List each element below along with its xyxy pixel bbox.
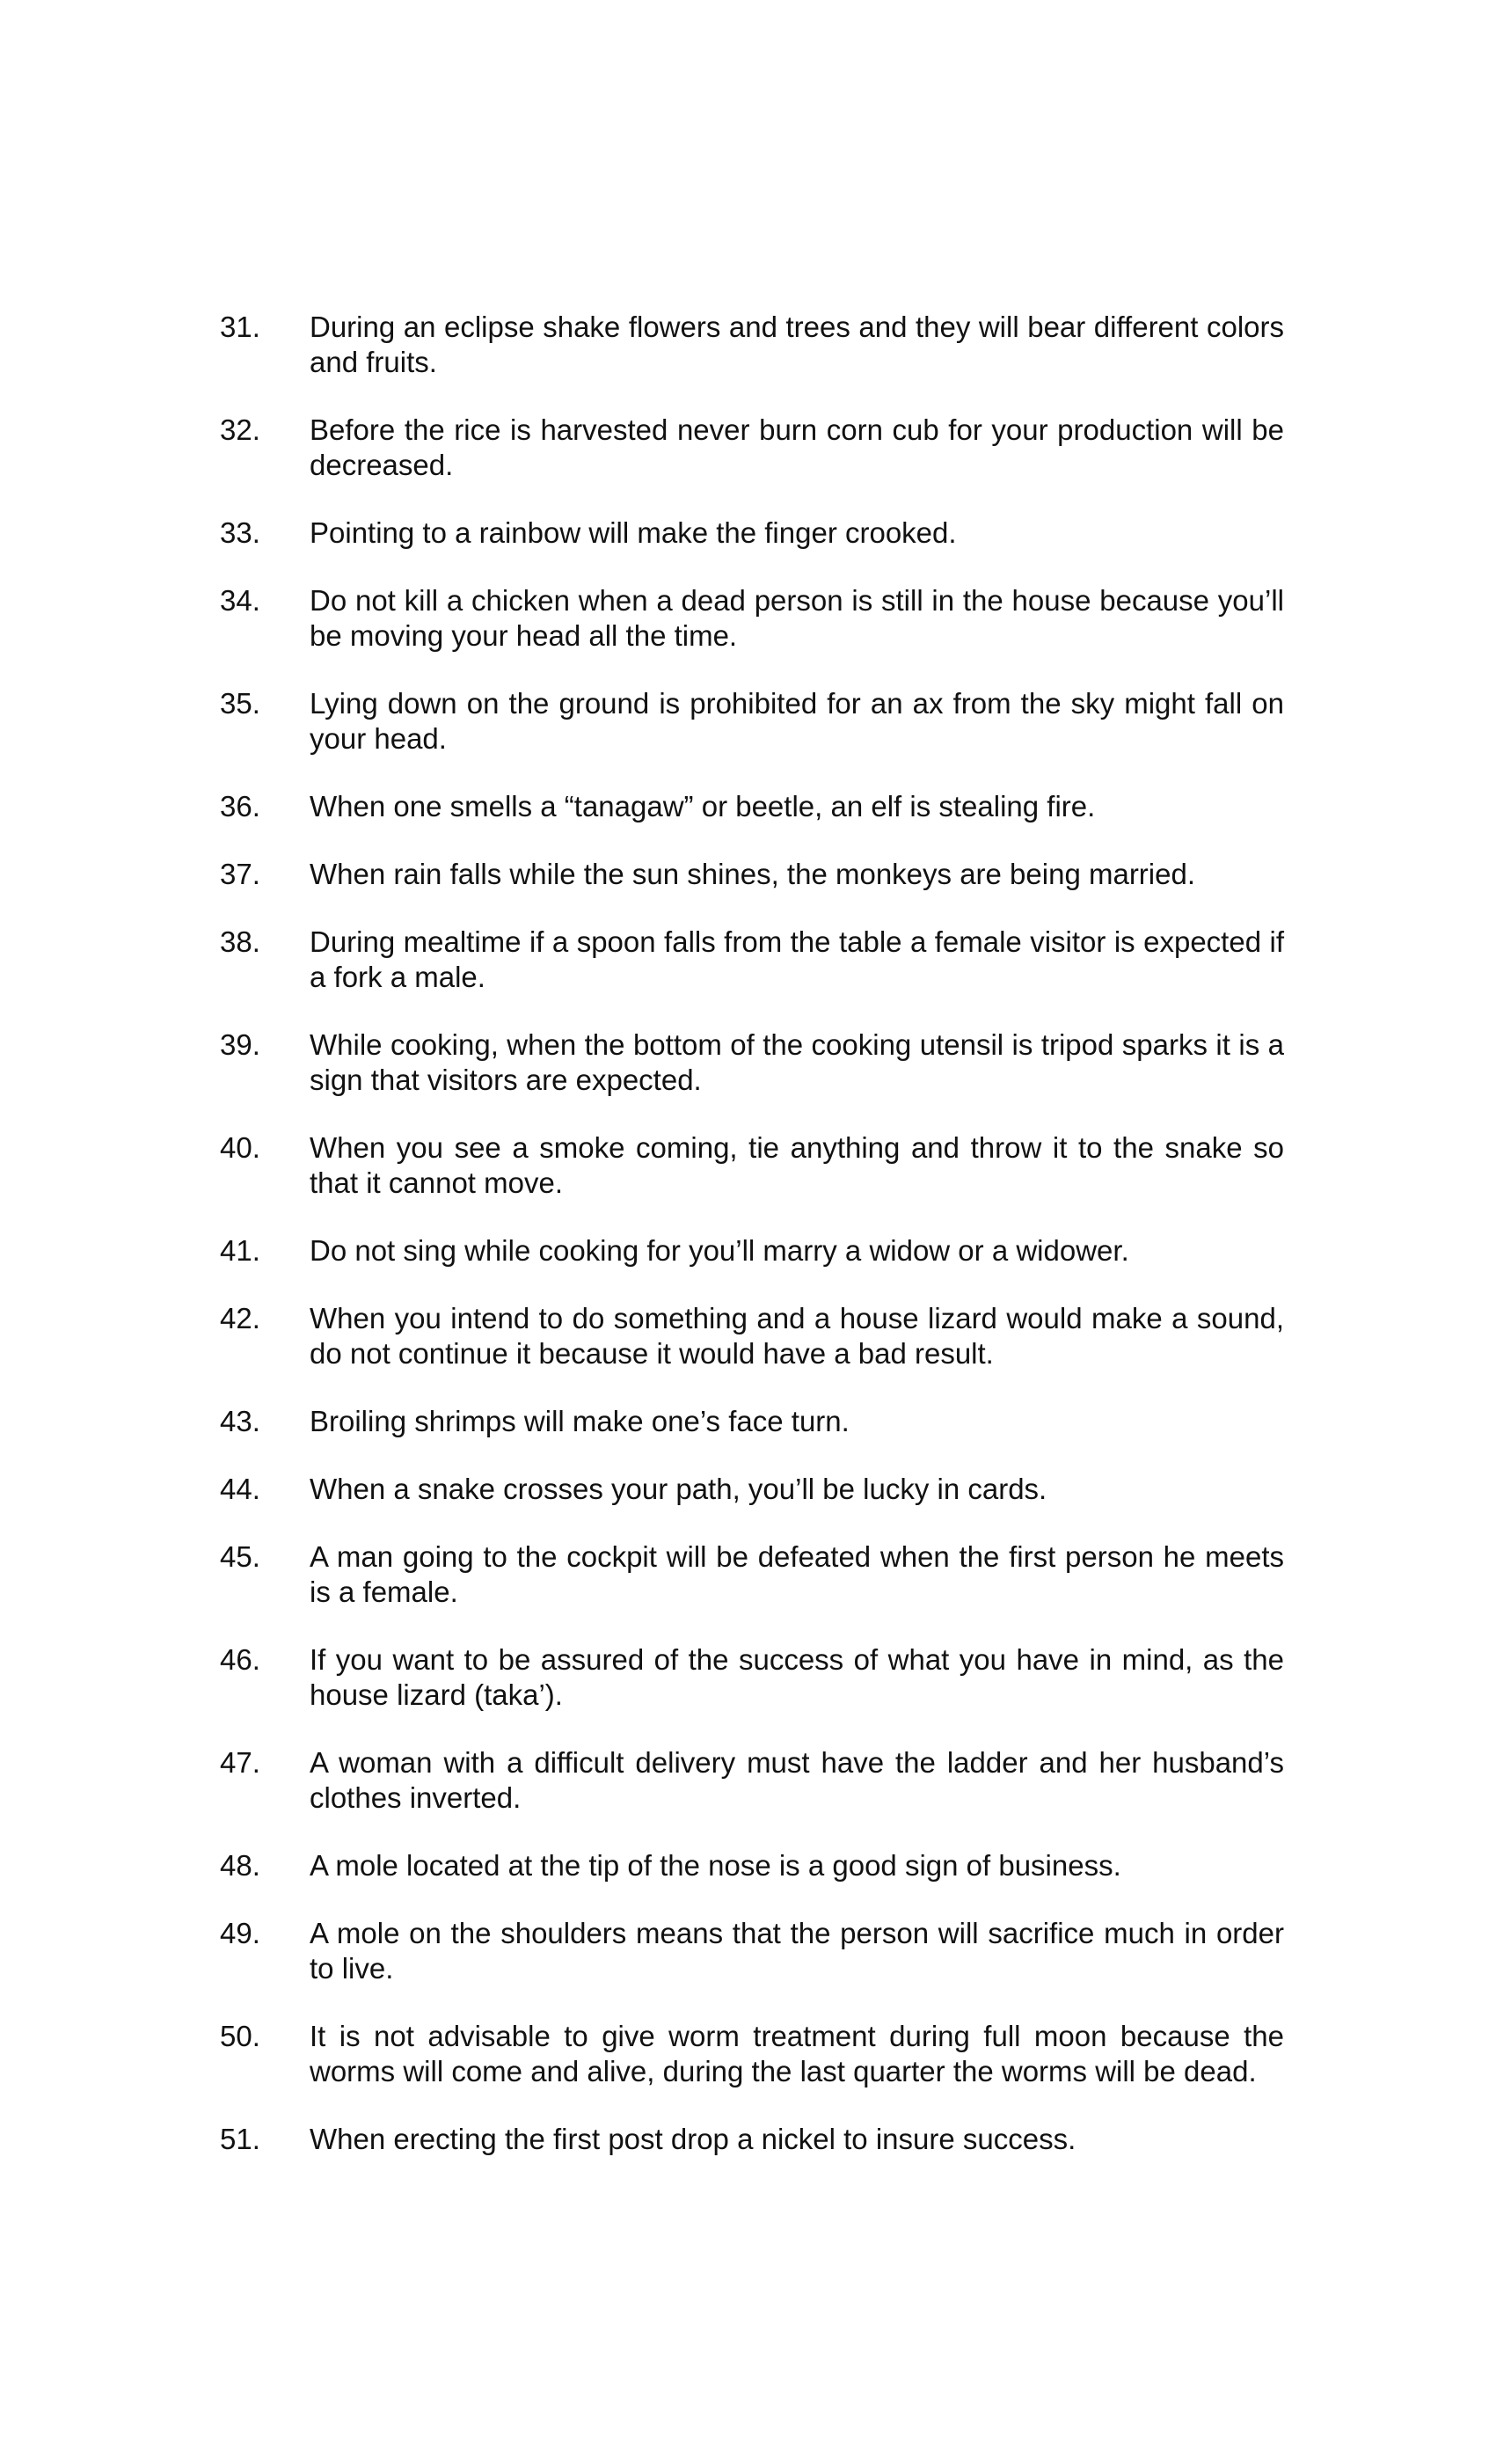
list-item — [220, 925, 1284, 995]
item-text: Before the rice is harvested never burn corn cub for your production will be decreased. — [310, 413, 1284, 481]
item-number: 39. — [220, 1028, 260, 1061]
list-item — [220, 413, 1284, 483]
item-number: 48. — [220, 1849, 260, 1882]
item-text: A mole located at the tip of the nose is a good sign of business. — [310, 1849, 1121, 1882]
item-text: It is not advisable to give worm treatment during full moon because the worms will come and alive, during the last quarter the worms will be dead. — [310, 2020, 1284, 2087]
list-item — [220, 1642, 1284, 1713]
item-number: 43. — [220, 1405, 260, 1437]
list-item — [220, 686, 1284, 757]
list-item — [220, 789, 1284, 824]
item-number: 36. — [220, 790, 260, 823]
item-text: Do not kill a chicken when a dead person is still in the house because you’ll be moving your head all the time. — [310, 584, 1284, 652]
item-number: 42. — [220, 1302, 260, 1334]
item-text: If you want to be assured of the success of what you have in mind, as the house lizard (taka’). — [310, 1643, 1284, 1711]
item-text: During mealtime if a spoon falls from the table a female visitor is expected if a fork a male. — [310, 925, 1284, 993]
item-text: A man going to the cockpit will be defeated when the first person he meets is a female. — [310, 1540, 1284, 1608]
item-number: 45. — [220, 1540, 260, 1573]
list-item — [220, 310, 1284, 380]
list-item — [220, 1745, 1284, 1816]
item-number: 40. — [220, 1131, 260, 1164]
list-item — [220, 1916, 1284, 1986]
superstition-list — [220, 310, 1284, 2190]
item-number: 50. — [220, 2020, 260, 2052]
list-item — [220, 2019, 1284, 2089]
list-item — [220, 583, 1284, 654]
item-text: Broiling shrimps will make one’s face turn. — [310, 1405, 850, 1437]
item-number: 38. — [220, 925, 260, 958]
item-number: 51. — [220, 2123, 260, 2155]
item-number: 35. — [220, 687, 260, 720]
list-item — [220, 1404, 1284, 1439]
item-number: 41. — [220, 1234, 260, 1267]
item-number: 47. — [220, 1746, 260, 1779]
item-number: 37. — [220, 858, 260, 890]
item-text: When erecting the first post drop a nickel to insure success. — [310, 2123, 1076, 2155]
item-number: 33. — [220, 516, 260, 549]
item-number: 34. — [220, 584, 260, 617]
item-number: 49. — [220, 1917, 260, 1949]
item-number: 44. — [220, 1473, 260, 1505]
item-text: A mole on the shoulders means that the person will sacrifice much in order to live. — [310, 1917, 1284, 1985]
list-item — [220, 1027, 1284, 1098]
item-text: When rain falls while the sun shines, the monkeys are being married. — [310, 858, 1195, 890]
item-text: When a snake crosses your path, you’ll be lucky in cards. — [310, 1473, 1047, 1505]
list-item — [220, 1301, 1284, 1371]
list-item — [220, 1472, 1284, 1507]
item-number: 46. — [220, 1643, 260, 1676]
item-text: A woman with a difficult delivery must have the ladder and her husband’s clothes inverted. — [310, 1746, 1284, 1814]
list-item — [220, 857, 1284, 892]
item-text: During an eclipse shake flowers and trees and they will bear different colors and fruits. — [310, 311, 1284, 378]
item-text: Lying down on the ground is prohibited for an ax from the sky might fall on your head. — [310, 687, 1284, 755]
list-item — [220, 1233, 1284, 1269]
item-text: When you intend to do something and a house lizard would make a sound, do not continue it because it would have a bad result. — [310, 1302, 1284, 1370]
list-item — [220, 1130, 1284, 1201]
list-item — [220, 515, 1284, 551]
list-item — [220, 1848, 1284, 1883]
item-text: Pointing to a rainbow will make the finger crooked. — [310, 516, 957, 549]
item-text: While cooking, when the bottom of the cooking utensil is tripod sparks it is a sign that visitors are expected. — [310, 1028, 1284, 1096]
item-number: 31. — [220, 311, 260, 343]
list-item — [220, 1539, 1284, 1610]
item-text: When one smells a “tanagaw” or beetle, an elf is stealing fire. — [310, 790, 1096, 823]
list-item — [220, 2122, 1284, 2157]
item-number: 32. — [220, 413, 260, 446]
item-text: Do not sing while cooking for you’ll marry a widow or a widower. — [310, 1234, 1129, 1267]
item-text: When you see a smoke coming, tie anything and throw it to the snake so that it cannot move. — [310, 1131, 1284, 1199]
